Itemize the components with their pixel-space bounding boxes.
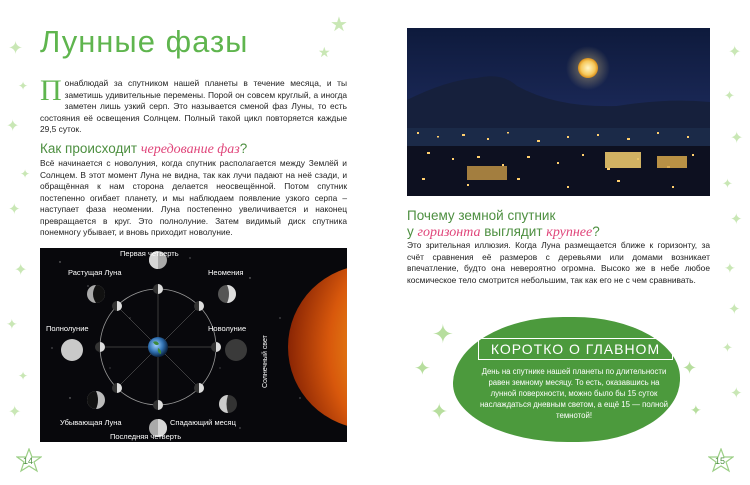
star-decoration-icon: ✦ [8,402,22,421]
heading-line-1: Почему земной спутник [407,208,556,223]
heading-text: выглядит [480,224,547,239]
label-sunlight: Солнечный свет [262,335,269,388]
label-waxing-moon: Растущая Луна [68,268,122,277]
label-last-quarter: Последняя четверть [110,432,182,441]
star-decoration-icon: ✦ [18,79,29,93]
label-declining-crescent: Спадающий месяц [170,418,236,427]
label-new-moon: Новолуние [208,324,247,333]
star-decoration-icon: ✦ [730,128,744,147]
star-decoration-icon: ✦ [18,369,29,383]
label-full-moon: Полнолуние [46,324,89,333]
heading-text: ? [592,224,600,239]
star-decoration-icon: ✦ [690,403,702,419]
star-decoration-icon: ✦ [20,167,31,181]
star-decoration-icon: ✦ [430,400,449,425]
night-city-moon-image [407,28,710,196]
star-decoration-icon: ✦ [730,210,743,228]
star-decoration-icon: ✦ [722,177,733,192]
moon-phase-illustration [40,248,347,442]
drop-cap: П [40,74,62,107]
star-decoration-icon: ✦ [6,116,20,135]
page-title: Лунные фазы [40,24,249,59]
star-decoration-icon: ✦ [724,89,735,104]
naples-night-photo [407,28,710,196]
label-waning-moon: Убывающая Луна [60,418,122,427]
star-decoration-icon: ✦ [730,384,743,402]
star-decoration-icon: ✦ [728,300,741,318]
star-decoration-icon: ✦ [724,261,736,277]
star-decoration-icon: ✦ [6,317,18,333]
summary-text: День на спутнике нашей планеты по длительности равен земному месяцу. То есть, оказавшись на лунной поверхности, можно было бы 15 суток наслаждаться дневным светом, а ещё 15 — полной темнотой! [479,367,669,420]
star-decoration-icon: ✦ [728,42,742,61]
heading-line-2 [407,224,707,241]
label-first-quarter: Первая четверть [120,249,179,258]
star-decoration-icon: ★ [318,45,331,61]
label-neomenia: Неомения [208,268,244,277]
star-decoration-icon: ✦ [432,320,454,350]
star-decoration-icon: ✦ [14,260,28,279]
heading-text: Как происходит [40,141,141,156]
intro-text: онаблюдай за спутником нашей планеты в течение месяца, и ты заметишь удивительные перемены. Порой он совсем круглый, а иногда заметен лишь узкий серп. Это называется сменой фаз Луны, то есть состояния её освещения Солнцем. Полный такой цикл повторяется каждые 29,5 суток. [40,78,347,134]
heading-text: у [407,224,418,239]
star-decoration-icon: ★ [330,12,348,36]
page-number: 14 [23,456,34,466]
intro-paragraph [40,74,347,136]
star-decoration-icon: ✦ [414,356,431,380]
moon-phase-diagram [40,248,347,442]
page-number: 15 [715,456,726,466]
heading-accent: крупнее [546,225,593,240]
section-heading-horizon [407,208,707,241]
horizon-paragraph: Это зрительная иллюзия. Когда Луна размещается ближе к горизонту, за счёт сравнения её размеров с деревьями или домами возникает впечатление, будто она невероятно огромна. Высоко же в небе любое космическое тело смотрится небольшим, так как его не с чем сравнивать. [407,240,710,285]
heading-accent: горизонта [417,225,481,240]
star-decoration-icon: ✦ [8,200,21,218]
section-heading-phases [40,141,247,158]
heading-text: ? [239,141,248,156]
star-decoration-icon: ✦ [8,38,24,59]
star-decoration-icon: ✦ [722,341,733,356]
phases-paragraph: Всё начинается с новолуния, когда спутник располагается между Землёй и Солнцем. В этот момент Луна не видна, так как лучи падают на неё сзади, и обращённая к нам сторона делается неосвещённой. Потом спутник постепенно огибает планету, и мы наблюдаем появление узкого серпа – наступает фаза неомении. Луна постепенно увеличивается и наконец превращается в круг. Это полнолуние. Затем видимый диск спутника понемногу убывает, и вновь приходит новолуние. [40,158,347,237]
heading-accent: чередование фаз [140,142,240,157]
star-decoration-icon: ✦ [682,358,698,379]
summary-title: КОРОТКО О ГЛАВНОМ [478,338,673,360]
